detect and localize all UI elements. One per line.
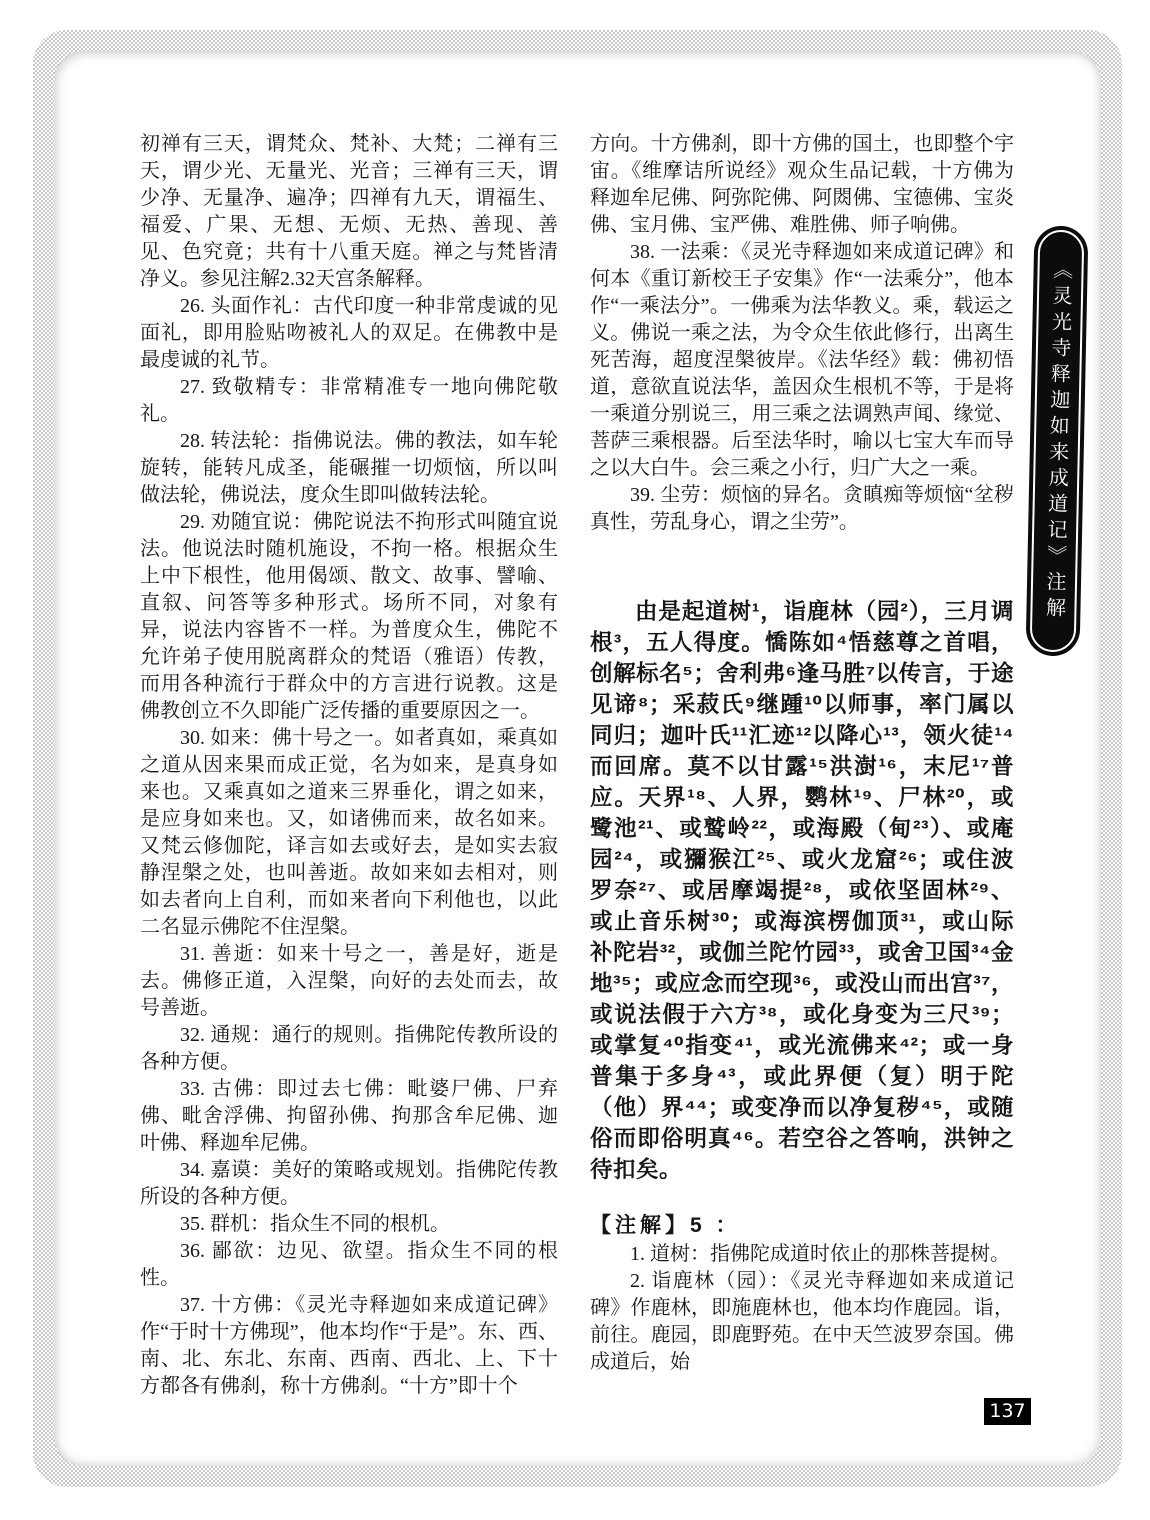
margin-title-banner — [1026, 225, 1089, 656]
note-item-30: 30. 如来：佛十号之一。如者真如，乘真如之道从因来果而成正觉，名为如来，是真身如来也。又乘真如之道来三界垂化，谓之如来，是应身如来也。又，如诸佛而来，故名如来。又梵云修伽陀，译言如去或好去，是如实去寂静涅槃之处，也叫善逝。故如来如去相对，则如去者向上自利，而如来者向下利他也，以此二名显示佛陀不住涅槃。 — [140, 727, 558, 938]
right-text-column — [590, 131, 1014, 1376]
note-item-39: 39. 尘劳：烦恼的异名。贪瞋痴等烦恼“坌秽真性，劳乱身心，谓之尘劳”。 — [590, 484, 1014, 533]
book-title-vertical: 《灵光寺释迦如来成道记》注解 — [1042, 258, 1072, 624]
banner-inner-outline — [1030, 230, 1085, 653]
note-item-34: 34. 嘉谟：美好的策略或规划。指佛陀传教所设的各种方便。 — [140, 1159, 558, 1208]
note-item-35: 35. 群机：指众生不同的根机。 — [180, 1213, 450, 1235]
note-item-33: 33. 古佛：即过去七佛：毗婆尸佛、尸弃佛、毗舍浮佛、拘留孙佛、拘那含牟尼佛、迦叶佛、释迦牟尼佛。 — [140, 1078, 558, 1154]
note-item-26: 26. 头面作礼：古代印度一种非常虔诚的见面礼，即用脸贴吻被礼人的双足。在佛教中是最虔诚的礼节。 — [140, 295, 558, 371]
note-item-38: 38. 一法乘：《灵光寺释迦如来成道记碑》和何本《重订新校王子安集》作“一法乘分”，他本作“一乘法分”。一佛乘为法华教义。乘，载运之义。佛说一乘之法，为令众生依此修行，出离生死苦海，超度涅槃彼岸。《法华经》载：佛初悟道，意欲直说法华，盖因众生根机不等，于是将一乘道分别说三，用三乘之法调熟声闻、缘觉、菩萨三乘根器。后至法华时，喻以七宝大车而导之以大白牛。会三乘之小行，归广大之一乘。 — [590, 241, 1014, 479]
note-item-28: 28. 转法轮：指佛说法。佛的教法，如车轮旋转，能转凡成圣，能碾摧一切烦恼，所以叫做法轮，佛说法，度众生即叫做转法轮。 — [140, 430, 558, 506]
paragraph-continuation: 方向。十方佛刹，即十方佛的国土，也即整个宇宙。《维摩诘所说经》观众生品记载，十方佛为释迦牟尼佛、阿弥陀佛、阿閦佛、宝德佛、宝炎佛、宝月佛、宝严佛、难胜佛、师子响佛。 — [590, 133, 1014, 236]
note-item-36: 36. 鄙欲：边见、欲望。指众生不同的根性。 — [140, 1240, 558, 1289]
note-item-37: 37. 十方佛：《灵光寺释迦如来成道记碑》作“于时十方佛现”，他本均作“于是”。东、西、南、北、东北、东南、西南、西北、上、下十方都各有佛刹，称十方佛刹。“十方”即十个 — [140, 1294, 558, 1397]
note-item-2: 2. 诣鹿林（园）：《灵光寺释迦如来成道记碑》作鹿林，即施鹿林也，他本均作鹿园。诣，前往。鹿园，即鹿野苑。在中天竺波罗奈国。佛成道后，始 — [590, 1270, 1014, 1373]
notes-section-heading: 【注解】5 ： — [590, 1214, 741, 1237]
note-item-1: 1. 道树：指佛陀成道时依止的那株菩提树。 — [630, 1243, 1010, 1265]
page-number-badge: 137 — [984, 1398, 1031, 1425]
left-text-column — [140, 131, 558, 1400]
paragraph-continuation: 初禅有三天，谓梵众、梵补、大梵；二禅有三天，谓少光、无量光、光音；三禅有三天，谓少净、无量净、遍净；四禅有九天，谓福生、福爱、广果、无想、无烦、无热、善现、善见、色究竟；共有十八重天庭。禅之与梵皆清净义。参见注解2.32天宫条解释。 — [140, 133, 558, 290]
note-item-27: 27. 致敬精专：非常精准专一地向佛陀敬礼。 — [140, 376, 558, 425]
note-item-29: 29. 劝随宜说：佛陀说法不拘形式叫随宜说法。他说法时随机施设，不拘一格。根据众生上中下根性，他用偈颂、散文、故事、譬喻、直叙、问答等多种形式。场所不同，对象有异，说法内容皆不一样。为普度众生，佛陀不允许弟子使用脱离群众的梵语（雅语）传教，而用各种流行于群众中的方言进行说教。这是佛教创立不久即能广泛传播的重要原因之一。 — [140, 511, 558, 722]
main-sutra-passage: 由是起道树¹，诣鹿林（园²），三月调根³，五人得度。憍陈如⁴悟慈尊之首唱，创解标名⁵；舍利弗⁶逢马胜⁷以传言，于途见谛⁸；采菽氏⁹继踵¹⁰以师事，率门属以同归；迦叶氏¹¹汇迹¹²以降心¹³，领火徒¹⁴而回席。莫不以甘露¹⁵洪澍¹⁶，末尼¹⁷普应。天界¹⁸、人界，鹦林¹⁹、尸林²⁰，或鹭池²¹、或鹫岭²²，或海殿（甸²³）、或庵园²⁴，或獼猴江²⁵、或火龙窟²⁶；或住波罗奈²⁷、或居摩竭提²⁸，或依坚固林²⁹、或止音乐树³⁰；或海滨楞伽顶³¹，或山际补陀岩³²，或伽兰陀竹园³³，或舍卫国³⁴金地³⁵；或应念而空现³⁶，或没山而出宫³⁷，或说法假于六方³⁸，或化身变为三尺³⁹；或掌复⁴⁰指变⁴¹，或光流佛来⁴²；或一身普集于多身⁴³，或此界便（复）明于陀（他）界⁴⁴；或变净而以净复秽⁴⁵，或随俗而即俗明真⁴⁶。若空谷之答响，洪钟之待扣矣。 — [590, 599, 1014, 1182]
note-item-31: 31. 善逝：如来十号之一，善是好，逝是去。佛修正道，入涅槃，向好的去处而去，故号善逝。 — [140, 943, 558, 1019]
note-item-32: 32. 通规：通行的规则。指佛陀传教所设的各种方便。 — [140, 1024, 558, 1073]
